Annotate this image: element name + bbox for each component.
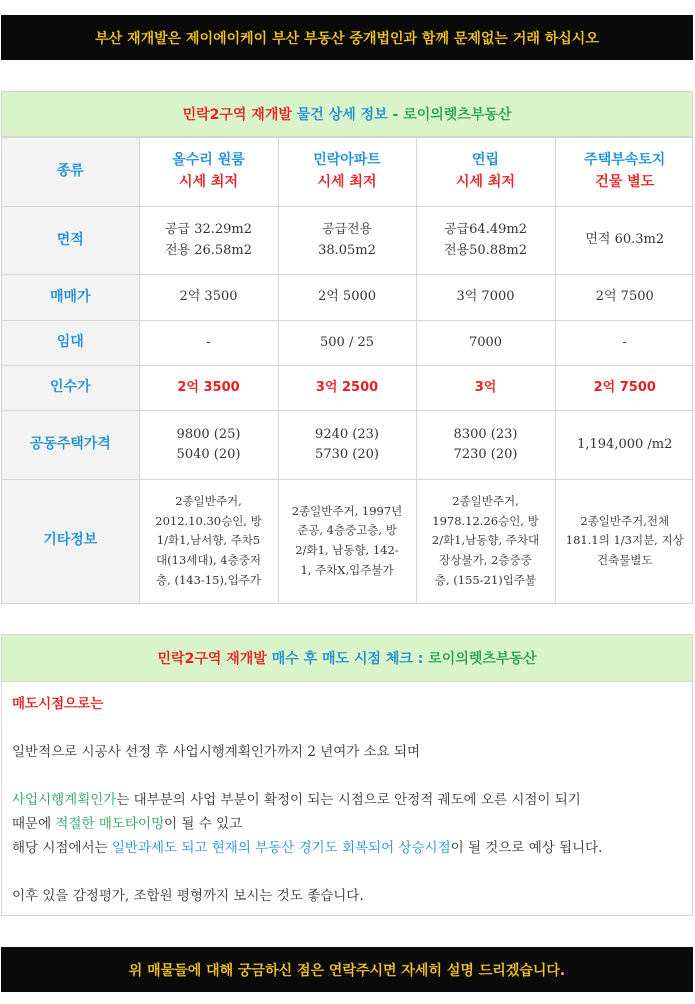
row-header-area: 면적 [2,207,139,275]
sell-timing-subtitle: 매도시점으로는 [12,696,104,712]
title-district: 민락2구역 재개발 [182,107,292,123]
property-detail-panel [1,91,693,604]
etc-cell: 2종일반주거, 1978.12.26승인, 방 2/화1,남동향, 주차대 장상불가, 2층중중 층, (155-21)입주불 [416,480,555,603]
public-price-cell: 8300 (23) 7230 (20) [416,411,555,480]
row-header-etc: 기타정보 [2,480,139,603]
sell-timing-body [2,682,692,908]
bottom-banner-text: 위 매물들에 대해 궁금하신 점은 연락주시면 자세히 설명 드리겠습니다. [128,962,566,979]
table-row [2,366,694,411]
area-cell: 공급전용 38.05m2 [278,207,416,275]
property-detail-title [2,92,692,137]
table-row [2,480,694,603]
type-cell: 올수리 원룸 시세 최저 [139,138,278,207]
paragraph: 때문에 적절한 매도타이밍이 될 수 있고 [12,816,243,832]
bottom-banner [1,947,693,992]
title-detail: 물건 상세 정보 [296,107,388,123]
row-header-type: 종류 [2,138,139,207]
sale-cell: 2억 5000 [278,275,416,321]
acquire-cell: 3억 [416,366,555,411]
check-title-topic: 매수 후 매도 시점 체크 : [271,651,424,667]
sale-cell: 3억 7000 [416,275,555,321]
paragraph: 사업시행계획인가는 대부분의 사업 부분이 확정이 되는 시점으로 안정적 궤도에 오른 시점이 되기 [12,792,581,808]
property-table [2,137,694,603]
acquire-cell: 2억 7500 [555,366,694,411]
area-cell: 면적 60.3m2 [555,207,694,275]
row-header-sale: 매매가 [2,275,139,321]
area-cell: 공급64.49m2 전용50.88m2 [416,207,555,275]
area-cell: 공급 32.29m2 전용 26.58m2 [139,207,278,275]
paragraph: 일반적으로 시공사 선정 후 사업시행계획인가까지 2 년여가 소요 되며 [12,744,421,760]
table-row [2,275,694,321]
table-row [2,138,694,207]
rent-cell: 500 / 25 [278,321,416,366]
type-cell: 연립 시세 최저 [416,138,555,207]
sale-cell: 2억 7500 [555,275,694,321]
paragraph: 해당 시점에서는 일반과세도 되고 현재의 부동산 경기도 회복되어 상승시점이 될 것으로 예상 됩니다. [12,840,603,856]
check-title-district: 민락2구역 재개발 [157,651,267,667]
etc-cell: 2종일반주거, 2012.10.30승인, 방 1/화1,남서향, 주차5 대(13세대), 4층중저 층, (143-15),입주가 [139,480,278,603]
title-agency: - 로이의렛츠부동산 [392,107,512,123]
paragraph: 이후 있을 감정평가, 조합원 평형까지 보시는 것도 좋습니다. [12,888,364,904]
row-header-public-price: 공동주택가격 [2,411,139,480]
table-row [2,207,694,275]
rent-cell: - [555,321,694,366]
row-header-acquire: 인수가 [2,366,139,411]
top-banner [1,15,693,60]
acquire-cell: 3억 2500 [278,366,416,411]
sell-timing-panel [1,634,693,916]
rent-cell: 7000 [416,321,555,366]
acquire-cell: 2억 3500 [139,366,278,411]
sale-cell: 2억 3500 [139,275,278,321]
row-header-rent: 임대 [2,321,139,366]
check-title-agency: 로이의렛츠부동산 [428,651,537,667]
sell-timing-title [2,635,692,682]
etc-cell: 2종일반주거, 1997년 준공, 4층중고층, 방 2/화1, 남동향, 142- 1, 주차X,입주불가 [278,480,416,603]
rent-cell: - [139,321,278,366]
type-cell: 민락아파트 시세 최저 [278,138,416,207]
public-price-cell: 9800 (25) 5040 (20) [139,411,278,480]
table-row [2,321,694,366]
etc-cell: 2종일반주거,전체 181.1의 1/3지분, 지상 건축물별도 [555,480,694,603]
public-price-cell: 9240 (23) 5730 (20) [278,411,416,480]
type-cell: 주택부속토지 건물 별도 [555,138,694,207]
top-banner-text: 부산 재개발은 제이에이케이 부산 부동산 중개법인과 함께 문제없는 거래 하십시오 [95,30,599,47]
public-price-cell: 1,194,000 /m2 [555,411,694,480]
table-row [2,411,694,480]
